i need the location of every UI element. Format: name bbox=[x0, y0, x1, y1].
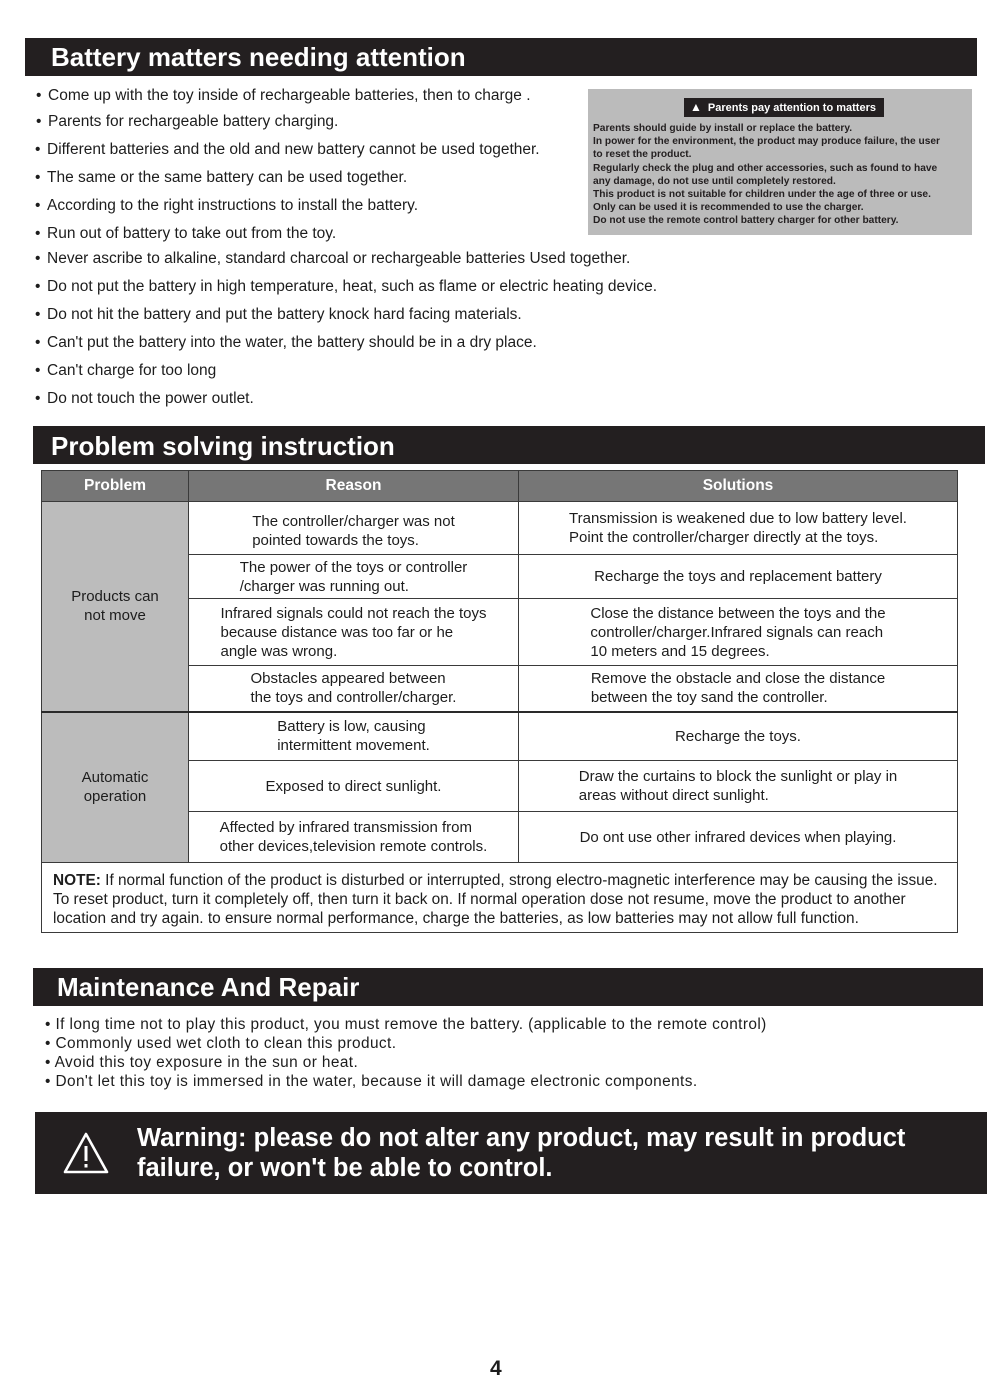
note-cell bbox=[42, 863, 958, 933]
solution-cell: Close the distance between the toys and the controller/charger.Infrared signals can reach 10 meters and 15 degrees. bbox=[519, 599, 958, 666]
reason-cell: Infrared signals could not reach the toys because distance was too far or he angle was wrong. bbox=[189, 599, 519, 666]
reason-cell: Obstacles appeared between the toys and controller/charger. bbox=[189, 666, 519, 712]
battery-section-title: Battery matters needing attention bbox=[51, 42, 466, 72]
battery-bullet: • Can't charge for too long bbox=[35, 362, 217, 379]
problem-table bbox=[41, 470, 958, 933]
solution-cell: Recharge the toys. bbox=[519, 712, 958, 761]
maintenance-section-header bbox=[33, 968, 983, 1006]
maintenance-bullet: • Don't let this toy is immersed in the water, because it will damage electronic components. bbox=[45, 1073, 698, 1090]
header-problem: Problem bbox=[42, 471, 189, 502]
solution-cell: Do ont use other infrared devices when playing. bbox=[519, 812, 958, 863]
parents-notice-box bbox=[588, 89, 972, 235]
table-header-row bbox=[42, 471, 958, 502]
maintenance-bullet: • Commonly used wet cloth to clean this product. bbox=[45, 1035, 397, 1052]
battery-bullet: • Do not put the battery in high temperature, heat, such as flame or electric heating device. bbox=[35, 278, 658, 295]
notice-line: Parents should guide by install or replace the battery. bbox=[593, 123, 853, 134]
parents-notice-body bbox=[593, 122, 973, 228]
battery-bullet: • Can't put the battery into the water, the battery should be in a dry place. bbox=[35, 334, 537, 351]
table-row bbox=[42, 502, 958, 555]
warning-icon: ▲ bbox=[690, 100, 702, 114]
notice-line: to reset the product. bbox=[593, 149, 692, 161]
reason-cell: Battery is low, causing intermittent movement. bbox=[189, 712, 519, 761]
note-row bbox=[42, 863, 958, 933]
battery-bullet: • Run out of battery to take out from the toy. bbox=[35, 225, 337, 242]
battery-section-header bbox=[25, 38, 977, 76]
battery-bullet: • The same or the same battery can be used together. bbox=[35, 169, 408, 186]
header-solutions: Solutions bbox=[519, 471, 958, 502]
notice-line: Regularly check the plug and other accessories, such as found to have bbox=[593, 162, 938, 174]
problem-cell: Products can not move bbox=[42, 502, 189, 712]
battery-bullet: • Come up with the toy inside of rechargeable batteries, then to charge . bbox=[36, 87, 531, 104]
problem-section-header bbox=[33, 426, 985, 464]
problem-section-title: Problem solving instruction bbox=[51, 431, 395, 461]
battery-bullet: • According to the right instructions to install the battery. bbox=[35, 197, 419, 214]
warning-triangle-icon bbox=[63, 1131, 109, 1175]
warning-banner bbox=[35, 1112, 987, 1194]
reason-cell: The power of the toys or controller /charger was running out. bbox=[189, 555, 519, 599]
note-text: If normal function of the product is disturbed or interrupted, strong electro-magnetic interference may be causing the issue. To reset product, turn it completely off, then turn it back on. If normal operation dose not resume, move the product to another location and try again. to ensure normal performance, charge the batteries, as low batteries may not allow full function. bbox=[53, 872, 938, 927]
parents-notice-title: ▲ Parents pay attention to matters bbox=[684, 98, 884, 117]
reason-cell: Exposed to direct sunlight. bbox=[189, 761, 519, 812]
solution-cell: Recharge the toys and replacement battery bbox=[519, 555, 958, 599]
battery-bullet: • Different batteries and the old and new battery cannot be used together. bbox=[35, 141, 540, 158]
maintenance-bullet: • If long time not to play this product, you must remove the battery. (applicable to the remote control) bbox=[45, 1016, 767, 1033]
battery-bullet: • Never ascribe to alkaline, standard charcoal or rechargeable batteries Used together. bbox=[35, 250, 631, 267]
maintenance-bullet: • Avoid this toy exposure in the sun or heat. bbox=[45, 1054, 359, 1071]
note-label: NOTE: bbox=[53, 872, 101, 889]
notice-line: Only can be used it is recommended to use the charger. bbox=[593, 202, 864, 214]
reason-cell: The controller/charger was not pointed towards the toys. bbox=[189, 502, 519, 555]
maintenance-section-title: Maintenance And Repair bbox=[57, 972, 360, 1002]
solution-cell: Remove the obstacle and close the distance between the toy sand the controller. bbox=[519, 666, 958, 712]
solution-cell: Transmission is weakened due to low battery level. Point the controller/charger directly at the toys. bbox=[519, 502, 958, 555]
battery-bullet: • Do not touch the power outlet. bbox=[35, 390, 254, 407]
warning-text: Warning: please do not alter any product, may result in product failure, or won't be able to control. bbox=[137, 1124, 906, 1182]
page-number: 4 bbox=[490, 1357, 502, 1380]
battery-bullet: • Do not hit the battery and put the battery knock hard facing materials. bbox=[35, 306, 522, 323]
problem-cell: Automatic operation bbox=[42, 712, 189, 863]
notice-line: In power for the environment, the product may produce failure, the user bbox=[593, 136, 940, 148]
notice-line: This product is not suitable for children under the age of three or use. bbox=[593, 189, 931, 201]
table-row bbox=[42, 712, 958, 761]
battery-bullet: • Parents for rechargeable battery charging. bbox=[36, 113, 339, 130]
notice-line: any damage, do not use until completely restored. bbox=[593, 175, 836, 187]
notice-line: Do not use the remote control battery charger for other battery. bbox=[593, 215, 899, 227]
header-reason: Reason bbox=[189, 471, 519, 502]
solution-cell: Draw the curtains to block the sunlight or play in areas without direct sunlight. bbox=[519, 761, 958, 812]
reason-cell: Affected by infrared transmission from other devices,television remote controls. bbox=[189, 812, 519, 863]
